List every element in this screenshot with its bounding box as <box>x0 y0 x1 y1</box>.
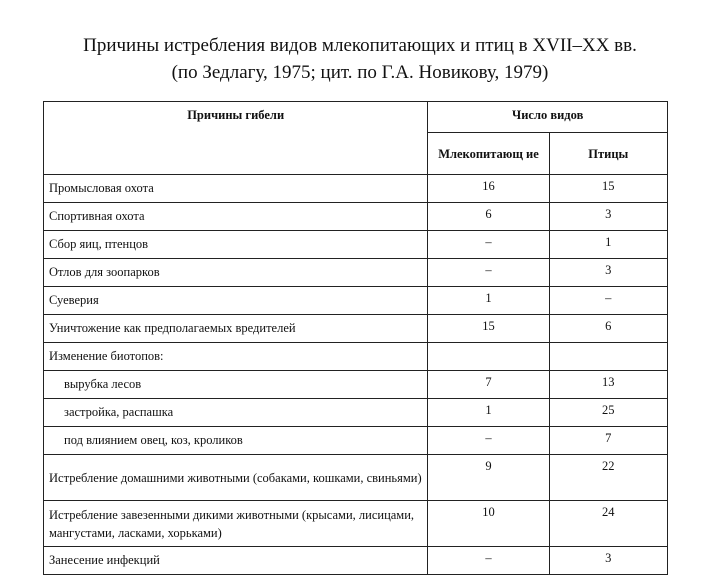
header-mammals: Млекопитающ ие <box>428 133 549 175</box>
birds-cell: 1 <box>549 231 667 259</box>
birds-cell: 3 <box>549 547 667 575</box>
table-row <box>44 259 668 287</box>
mammals-cell: 10 <box>428 501 549 547</box>
extinction-causes-table <box>43 101 668 575</box>
birds-cell: – <box>549 287 667 315</box>
mammals-cell: 1 <box>428 287 549 315</box>
cause-cell: застройка, распашка <box>44 399 428 427</box>
mammals-cell: 7 <box>428 371 549 399</box>
mammals-cell <box>428 343 549 371</box>
cause-cell: Промысловая охота <box>44 175 428 203</box>
mammals-cell: 15 <box>428 315 549 343</box>
birds-cell: 3 <box>549 203 667 231</box>
title-line-2: (по Зедлагу, 1975; цит. по Г.А. Новикову, 1979) <box>171 62 549 83</box>
table-row <box>44 315 668 343</box>
birds-cell: 15 <box>549 175 667 203</box>
cause-cell: Истребление завезенными дикими животными (крысами, лисицами, мангустами, ласками, хорьками) <box>44 501 428 547</box>
table-row <box>44 287 668 315</box>
mammals-cell: – <box>428 547 549 575</box>
birds-cell: 3 <box>549 259 667 287</box>
birds-cell: 13 <box>549 371 667 399</box>
mammals-cell: – <box>428 259 549 287</box>
birds-cell <box>549 343 667 371</box>
cause-cell: Отлов для зоопарков <box>44 259 428 287</box>
table-row <box>44 427 668 455</box>
table-row <box>44 399 668 427</box>
cause-cell: Уничтожение как предполагаемых вредителей <box>44 315 428 343</box>
birds-cell: 25 <box>549 399 667 427</box>
table-row <box>44 203 668 231</box>
title-line-1: Причины истребления видов млекопитающих и птиц в XVII–XX вв. <box>83 35 637 56</box>
cause-cell: Суеверия <box>44 287 428 315</box>
table-row <box>44 371 668 399</box>
slide-title <box>0 32 720 86</box>
mammals-cell: 9 <box>428 455 549 501</box>
cause-cell: под влиянием овец, коз, кроликов <box>44 427 428 455</box>
mammals-cell: 6 <box>428 203 549 231</box>
mammals-cell: 16 <box>428 175 549 203</box>
mammals-cell: 1 <box>428 399 549 427</box>
cause-cell: Занесение инфекций <box>44 547 428 575</box>
mammals-cell: – <box>428 231 549 259</box>
header-species-count: Число видов <box>428 102 668 133</box>
cause-cell: Спортивная охота <box>44 203 428 231</box>
birds-cell: 6 <box>549 315 667 343</box>
header-birds: Птицы <box>549 133 667 175</box>
cause-cell: Сбор яиц, птенцов <box>44 231 428 259</box>
birds-cell: 22 <box>549 455 667 501</box>
header-cause: Причины гибели <box>44 102 428 175</box>
table-row <box>44 343 668 371</box>
cause-cell: Изменение биотопов: <box>44 343 428 371</box>
birds-cell: 7 <box>549 427 667 455</box>
birds-cell: 24 <box>549 501 667 547</box>
table-row <box>44 547 668 575</box>
cause-cell: Истребление домашними животными (собаками, кошками, свиньями) <box>44 455 428 501</box>
table-row <box>44 175 668 203</box>
table-row <box>44 455 668 501</box>
cause-cell: вырубка лесов <box>44 371 428 399</box>
mammals-cell: – <box>428 427 549 455</box>
table-row <box>44 231 668 259</box>
